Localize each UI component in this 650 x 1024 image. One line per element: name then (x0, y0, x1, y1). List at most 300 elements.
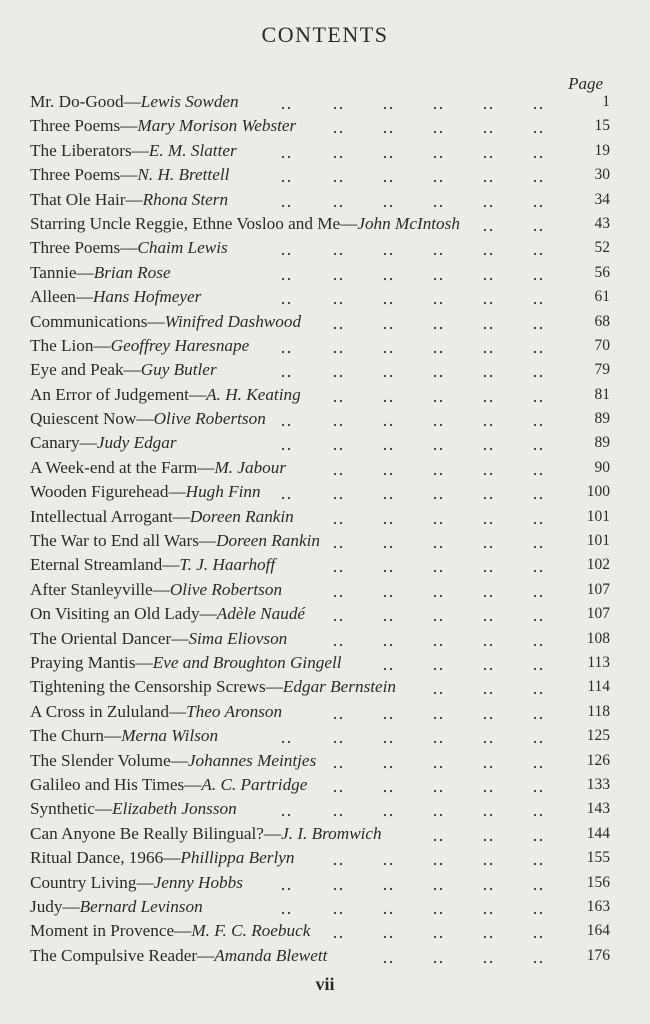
leader-dot (490, 522, 492, 524)
entry-title: Eye and Peak (30, 360, 124, 380)
entry-title: Galileo and His Times (30, 774, 185, 794)
leader-dot (540, 912, 542, 914)
leader-dot (282, 887, 284, 889)
toc-entry-text (30, 944, 327, 968)
leader-dot (434, 253, 436, 255)
leader-dot (490, 741, 492, 743)
leader-dot (334, 448, 336, 450)
leader-dot (540, 448, 542, 450)
leader-dot (434, 619, 436, 621)
toc-entry (30, 797, 610, 821)
leader-dot (384, 961, 386, 963)
toc-entry (30, 651, 610, 675)
entry-author: Chaim Lewis (137, 238, 228, 258)
em-dash: — (198, 531, 217, 551)
toc-entry (30, 285, 610, 309)
contents-heading: CONTENTS (261, 22, 389, 47)
leader-dot (384, 278, 386, 280)
leader-dot (340, 765, 342, 767)
leader-dot (440, 595, 442, 597)
leader-dot (440, 156, 442, 158)
entry-page-number: 156 (586, 873, 610, 891)
leader-dot (390, 570, 392, 572)
leader-dot (484, 131, 486, 133)
leader-dot (484, 692, 486, 694)
entry-page-number: 56 (594, 263, 610, 281)
leader-dot (490, 204, 492, 206)
leader-dot (340, 302, 342, 304)
leader-dot (340, 156, 342, 158)
leader-dot (490, 912, 492, 914)
leader-dot (334, 180, 336, 182)
leader-dot (490, 253, 492, 255)
leader-dot (434, 375, 436, 377)
leader-dot (384, 863, 386, 865)
leader-dot (434, 351, 436, 353)
entry-title: The Oriental Dancer (30, 628, 172, 648)
leader-dot (340, 180, 342, 182)
leader-dot (534, 546, 536, 548)
leader-dot (384, 326, 386, 328)
entry-title: Communications (30, 311, 148, 331)
entry-page-number: 81 (594, 385, 610, 403)
leader-dot (540, 497, 542, 499)
em-dash: — (120, 165, 138, 185)
leader-dot (540, 936, 542, 938)
leader-dot (490, 546, 492, 548)
leader-dot (384, 302, 386, 304)
entry-author: Hans Hofmeyer (93, 287, 202, 307)
leader-dot (484, 741, 486, 743)
leader-dot (282, 741, 284, 743)
toc-entry (30, 407, 610, 431)
leader-dot (440, 546, 442, 548)
leader-dot (534, 717, 536, 719)
leader-dot (540, 741, 542, 743)
toc-entry-text (30, 505, 294, 529)
leader-dot (490, 887, 492, 889)
leader-dot (490, 497, 492, 499)
leader-dot (340, 936, 342, 938)
leader-dot (334, 400, 336, 402)
em-dash: — (184, 774, 202, 794)
entry-page-number: 155 (586, 849, 610, 867)
leader-dot (390, 448, 392, 450)
entry-page-number: 89 (594, 434, 610, 452)
leader-dot (540, 253, 542, 255)
entry-page-number: 100 (586, 483, 610, 501)
entry-title: Praying Mantis (30, 652, 136, 672)
entry-author: Amanda Blewett (214, 945, 328, 965)
leader-dot (282, 302, 284, 304)
leader-dot (484, 863, 486, 865)
leader-dot (440, 204, 442, 206)
entry-author: Bernard Levinson (79, 896, 203, 916)
leader-dot (334, 546, 336, 548)
entry-page-number: 107 (586, 605, 610, 623)
entry-page-number: 1 (602, 93, 610, 110)
leader-dot (434, 180, 436, 182)
leader-dot (390, 522, 392, 524)
leader-dot (390, 936, 392, 938)
toc-entry-text (30, 212, 460, 236)
entry-title: The Compulsive Reader (30, 945, 198, 965)
entry-page-number: 43 (594, 214, 610, 232)
toc-entry (30, 334, 610, 358)
leader-dot (534, 643, 536, 645)
leader-dot (340, 326, 342, 328)
toc-entry (30, 553, 610, 577)
leader-dot (384, 522, 386, 524)
leader-dot (534, 765, 536, 767)
leader-dot (340, 863, 342, 865)
toc-entry-text (30, 651, 342, 675)
leader-dot (440, 741, 442, 743)
leader-dot (540, 424, 542, 426)
leader-dot (540, 326, 542, 328)
entry-page-number: 101 (586, 532, 610, 550)
leader-dot (534, 131, 536, 133)
leader-dot (340, 448, 342, 450)
leader-dot (490, 473, 492, 475)
entry-title: Quiescent Now (30, 409, 137, 429)
leader-dot (390, 351, 392, 353)
leader-dot (534, 253, 536, 255)
leader-dot (534, 180, 536, 182)
toc-entry-text (30, 90, 239, 114)
entry-title: Country Living (30, 872, 137, 892)
leader-dot (384, 790, 386, 792)
leader-dot (384, 448, 386, 450)
leader-dot (540, 131, 542, 133)
leader-dot (440, 887, 442, 889)
entry-author: Guy Butler (140, 360, 217, 380)
entry-author: A. H. Keating (206, 384, 301, 404)
toc-entry (30, 431, 610, 455)
leader-dot (434, 570, 436, 572)
leader-dot (534, 570, 536, 572)
entry-page-number: 68 (594, 312, 610, 330)
leader-dot (540, 107, 542, 109)
leader-dot (484, 668, 486, 670)
toc-entry-text (30, 700, 282, 724)
entry-author: Hugh Finn (185, 482, 261, 502)
table-of-contents (30, 90, 610, 968)
entry-title: On Visiting an Old Lady (30, 604, 200, 624)
leader-dot (484, 619, 486, 621)
entry-author: Brian Rose (93, 262, 171, 282)
toc-entry-text (30, 163, 229, 187)
leader-dot (490, 863, 492, 865)
leader-dot (490, 156, 492, 158)
toc-entry-text (30, 773, 307, 797)
entry-title: A Cross in Zululand (30, 701, 169, 721)
leader-dot (540, 765, 542, 767)
entry-page-number: 125 (586, 727, 610, 745)
entry-title: Alleen (30, 287, 76, 307)
entry-title: Starring Uncle Reggie, Ethne Vosloo and Me (30, 213, 341, 233)
leader-dot (440, 912, 442, 914)
leader-dot (540, 643, 542, 645)
entry-author: Jenny Hobbs (153, 872, 243, 892)
em-dash: — (171, 628, 189, 648)
leader-dot (288, 156, 290, 158)
leader-dot (440, 668, 442, 670)
toc-entry (30, 90, 610, 114)
leader-dot (534, 619, 536, 621)
leader-dot (334, 253, 336, 255)
toc-entry-text (30, 407, 266, 431)
leader-dot (384, 595, 386, 597)
leader-dot (288, 351, 290, 353)
leader-dot (434, 668, 436, 670)
leader-dot (534, 912, 536, 914)
entry-page-number: 114 (587, 678, 610, 696)
leader-dot (540, 595, 542, 597)
leader-dot (384, 668, 386, 670)
leader-dot (340, 595, 342, 597)
leader-dot (534, 204, 536, 206)
leader-dot (484, 570, 486, 572)
leader-dot (434, 717, 436, 719)
leader-dot (484, 765, 486, 767)
leader-dot (340, 570, 342, 572)
entry-page-number: 102 (586, 556, 610, 574)
leader-dot (288, 448, 290, 450)
leader-dot (384, 253, 386, 255)
leader-dot (534, 326, 536, 328)
leader-dot (334, 497, 336, 499)
leader-dot (534, 595, 536, 597)
leader-dot (434, 936, 436, 938)
toc-entry (30, 749, 610, 773)
leader-dot (490, 180, 492, 182)
toc-entry (30, 163, 610, 187)
entry-author: Winifred Dashwood (164, 311, 302, 331)
leader-dot (340, 424, 342, 426)
leader-dot (540, 717, 542, 719)
leader-dot (440, 619, 442, 621)
entry-page-number: 107 (586, 580, 610, 598)
entry-page-number: 113 (587, 653, 610, 671)
leader-dot (288, 887, 290, 889)
toc-entry-text (30, 627, 287, 651)
toc-entry-text (30, 431, 177, 455)
toc-entry-text (30, 846, 294, 870)
entry-page-number: 34 (594, 190, 610, 208)
entry-page-number: 144 (586, 824, 610, 842)
leader-dot (390, 131, 392, 133)
leader-dot (440, 522, 442, 524)
leader-dot (540, 814, 542, 816)
toc-entry-text (30, 358, 217, 382)
toc-entry (30, 383, 610, 407)
toc-entry-text (30, 456, 286, 480)
em-dash: — (135, 652, 153, 672)
leader-dot (534, 522, 536, 524)
leader-dot (334, 522, 336, 524)
leader-dot (340, 497, 342, 499)
leader-dot (484, 790, 486, 792)
leader-dot (340, 473, 342, 475)
leader-dot (440, 473, 442, 475)
leader-dot (490, 278, 492, 280)
leader-dot (490, 302, 492, 304)
leader-dot (540, 180, 542, 182)
leader-dot (440, 180, 442, 182)
em-dash: — (147, 311, 165, 331)
leader-dot (484, 717, 486, 719)
leader-dot (282, 156, 284, 158)
leader-dot (384, 643, 386, 645)
leader-dot (288, 107, 290, 109)
toc-entry (30, 358, 610, 382)
leader-dot (334, 131, 336, 133)
leader-dot (384, 424, 386, 426)
leader-dot (340, 912, 342, 914)
leader-dot (440, 107, 442, 109)
leader-dot (440, 302, 442, 304)
toc-entry (30, 700, 610, 724)
leader-dot (334, 424, 336, 426)
leader-dot (288, 278, 290, 280)
leader-dot (340, 253, 342, 255)
toc-entry-text (30, 724, 218, 748)
leader-dot (384, 497, 386, 499)
toc-entry-text (30, 919, 310, 943)
leader-dot (484, 522, 486, 524)
toc-entry (30, 188, 610, 212)
entry-title: Tightening the Censorship Screws (30, 677, 266, 697)
entry-author: John McIntosh (357, 213, 460, 233)
leader-dot (540, 570, 542, 572)
entry-page-number: 30 (594, 166, 610, 184)
leader-dot (282, 424, 284, 426)
em-dash: — (340, 213, 358, 233)
toc-entry-text (30, 139, 237, 163)
leader-dot (340, 717, 342, 719)
leader-dot (334, 278, 336, 280)
leader-dot (434, 156, 436, 158)
leader-dot (390, 156, 392, 158)
em-dash: — (197, 945, 215, 965)
leader-dot (434, 790, 436, 792)
toc-entry (30, 944, 610, 968)
leader-dot (484, 156, 486, 158)
leader-dot (434, 302, 436, 304)
leader-dot (434, 887, 436, 889)
leader-dot (540, 692, 542, 694)
leader-dot (440, 375, 442, 377)
entry-author: Eve and Broughton Gingell (152, 652, 342, 672)
leader-dot (490, 570, 492, 572)
em-dash: — (104, 726, 122, 746)
leader-dot (288, 375, 290, 377)
leader-dot (540, 522, 542, 524)
entry-author: Sima Eliovson (188, 628, 288, 648)
leader-dot (384, 741, 386, 743)
leader-dot (540, 839, 542, 841)
leader-dot (334, 595, 336, 597)
leader-dot (334, 814, 336, 816)
leader-dot (440, 961, 442, 963)
leader-dot (540, 278, 542, 280)
entry-title: The Churn (30, 726, 104, 746)
leader-dot (540, 204, 542, 206)
leader-dot (434, 473, 436, 475)
leader-dot (282, 497, 284, 499)
leader-dot (334, 619, 336, 621)
leader-dot (390, 741, 392, 743)
leader-dot (440, 351, 442, 353)
leader-dot (540, 229, 542, 231)
leader-dot (390, 473, 392, 475)
em-dash: — (75, 287, 94, 307)
entry-author: Merna Wilson (121, 726, 219, 746)
leader-dot (490, 107, 492, 109)
leader-dot (334, 863, 336, 865)
leader-dot (384, 204, 386, 206)
leader-dot (484, 107, 486, 109)
leader-dot (484, 473, 486, 475)
leader-dot (440, 936, 442, 938)
leader-dot (384, 619, 386, 621)
leader-dot (490, 814, 492, 816)
toc-entry-text (30, 383, 301, 407)
entry-title: Three Poems (30, 116, 121, 136)
toc-entry (30, 114, 610, 138)
entry-author: Rhona Stern (142, 189, 229, 209)
leader-dot (288, 912, 290, 914)
leader-dot (434, 546, 436, 548)
em-dash: — (125, 189, 143, 209)
leader-dot (434, 741, 436, 743)
em-dash: — (168, 482, 186, 502)
toc-entry-text (30, 895, 203, 919)
leader-dot (484, 400, 486, 402)
entry-page-number: 126 (586, 751, 610, 769)
entry-title: Intellectual Arrogant (30, 506, 173, 526)
leader-dot (534, 424, 536, 426)
leader-dot (434, 278, 436, 280)
em-dash: — (123, 360, 141, 380)
entry-author: Geoffrey Haresnape (110, 335, 250, 355)
leader-dot (440, 839, 442, 841)
leader-dot (334, 887, 336, 889)
leader-dot (434, 522, 436, 524)
toc-entry-text (30, 749, 316, 773)
leader-dot (534, 692, 536, 694)
toc-entry (30, 529, 610, 553)
leader-dot (540, 351, 542, 353)
leader-dot (484, 229, 486, 231)
leader-dot (282, 180, 284, 182)
leader-dot (440, 570, 442, 572)
toc-entry (30, 773, 610, 797)
toc-entry (30, 895, 610, 919)
leader-dot (534, 839, 536, 841)
toc-entry (30, 505, 610, 529)
leader-dot (334, 156, 336, 158)
leader-dot (282, 278, 284, 280)
leader-dot (484, 424, 486, 426)
entry-page-number: 133 (586, 775, 610, 793)
entry-page-number: 108 (586, 629, 610, 647)
leader-dot (334, 351, 336, 353)
entry-page-number: 176 (586, 946, 610, 964)
entry-author: Doreen Rankin (189, 506, 294, 526)
leader-dot (340, 204, 342, 206)
